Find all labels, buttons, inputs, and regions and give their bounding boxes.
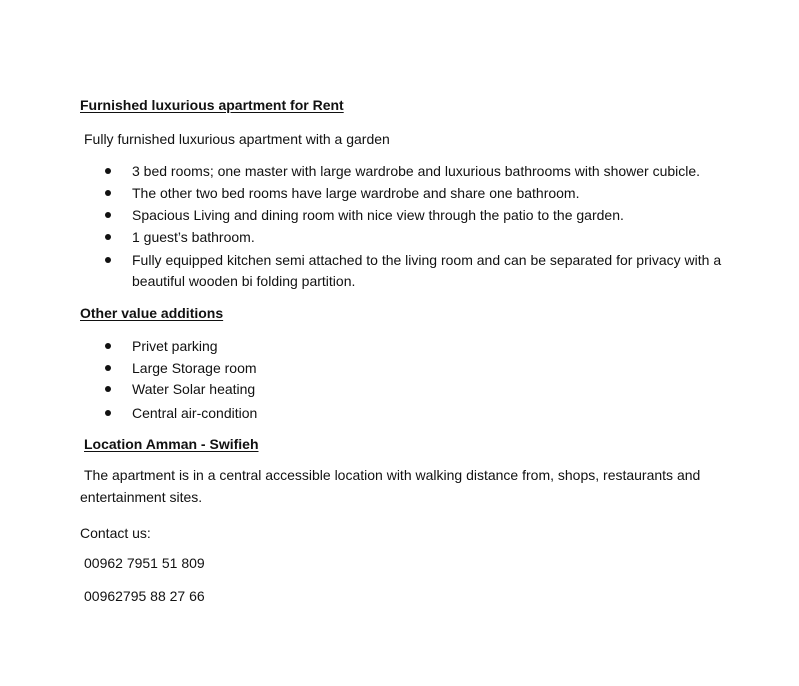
bullet-icon: [105, 212, 111, 218]
bullet-icon: [105, 257, 111, 263]
addition-text: Large Storage room: [132, 360, 257, 376]
location-description: The apartment is in a central accessible location with walking distance from, shops, restaurants and entertainment sites.: [80, 467, 701, 505]
bullet-icon: [105, 190, 111, 196]
bullet-icon: [105, 234, 111, 240]
bullet-icon: [105, 410, 111, 416]
phone-number-1: 00962 7951 51 809: [84, 555, 205, 571]
phone-number-2: 00962795 88 27 66: [84, 588, 205, 604]
additions-heading: Other value additions: [80, 305, 224, 321]
feature-text: 3 bed rooms; one master with large wardrobe and luxurious bathrooms with shower cubicle.: [132, 163, 701, 179]
bullet-icon: [105, 365, 111, 371]
addition-text: Privet parking: [132, 338, 218, 354]
location-heading: Location Amman - Swifieh: [84, 436, 259, 452]
feature-text: Fully equipped kitchen semi attached to the living room and can be separated for privacy with a beautiful wooden bi folding partition.: [132, 252, 722, 289]
feature-text: 1 guest’s bathroom.: [132, 229, 255, 245]
feature-text: The other two bed rooms have large wardrobe and share one bathroom.: [132, 185, 580, 201]
apartment-subtitle: Fully furnished luxurious apartment with a garden: [84, 131, 390, 147]
contact-label: Contact us:: [80, 525, 151, 541]
bullet-icon: [105, 386, 111, 392]
feature-text: Spacious Living and dining room with nice view through the patio to the garden.: [132, 207, 624, 223]
bullet-icon: [105, 168, 111, 174]
addition-text: Water Solar heating: [132, 381, 256, 397]
addition-text: Central air-condition: [132, 405, 258, 421]
rent-heading: Furnished luxurious apartment for Rent: [80, 97, 344, 113]
bullet-icon: [105, 343, 111, 349]
